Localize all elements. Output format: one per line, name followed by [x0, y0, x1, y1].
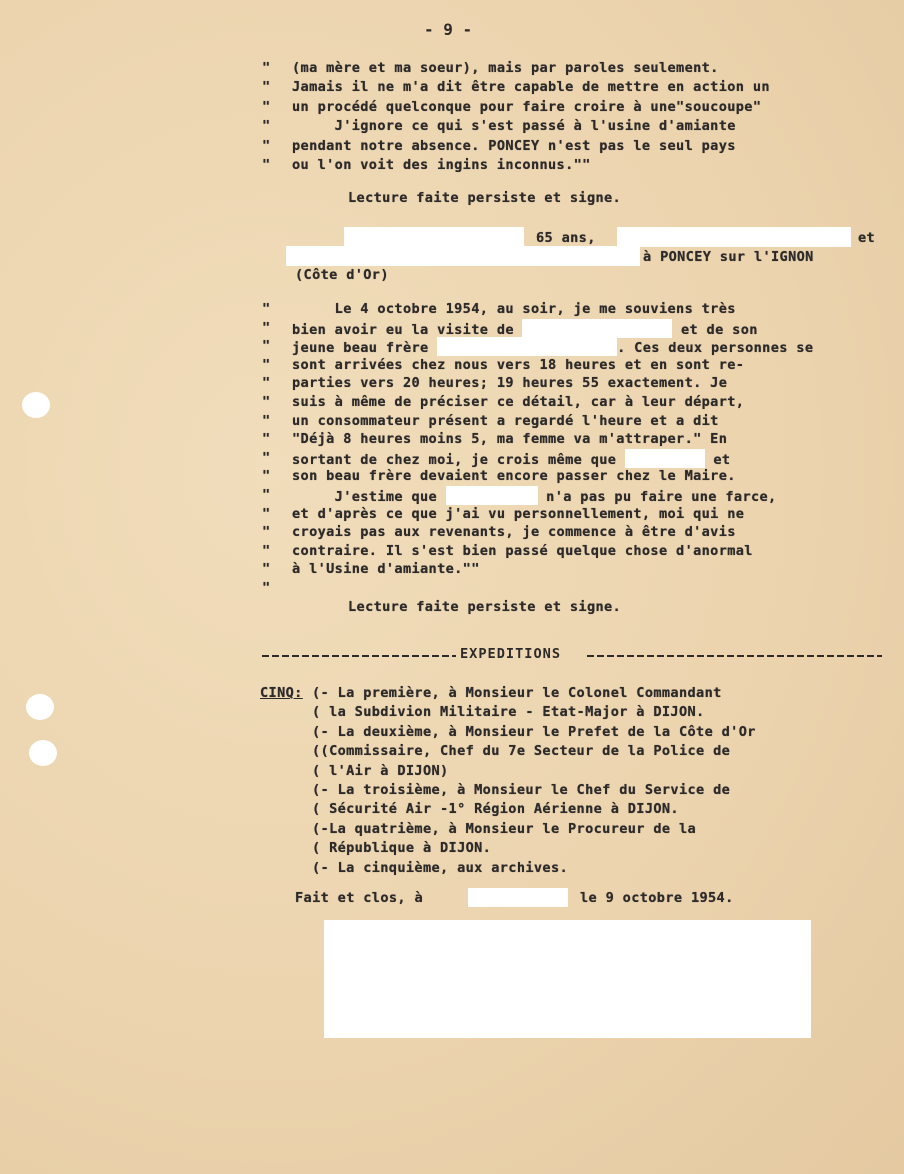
ditto-mark: ": [262, 157, 271, 173]
redacted-signature-block: [324, 920, 811, 1038]
text-segment: un consommateur présent a regardé l'heure et a dit: [292, 412, 719, 429]
text-line: un procédé quelconque pour faire croire à une"soucoupe": [292, 98, 762, 115]
expeditions-heading: EXPEDITIONS: [460, 646, 562, 662]
ditto-mark: ": [262, 60, 271, 76]
text-line: [292, 542, 753, 560]
ditto-mark: ": [262, 356, 271, 373]
ditto-mark: ": [262, 431, 271, 448]
text-segment: et de son: [672, 321, 758, 338]
text-line: [292, 337, 813, 357]
expedition-line: (- La deuxième, à Monsieur le Prefet de la Côte d'Or: [312, 723, 756, 740]
expedition-line: (-La quatrième, à Monsieur le Procureur de la: [312, 820, 697, 837]
text-segment: J'estime que: [292, 489, 446, 505]
expedition-line: ( Sécurité Air -1° Région Aérienne à DIJON.: [312, 801, 679, 818]
ditto-mark: ": [262, 468, 271, 485]
ditto-mark: ": [262, 79, 271, 96]
text-line: [292, 486, 777, 506]
text-line: [292, 430, 727, 448]
expedition-line: ( l'Air à DIJON): [312, 762, 449, 779]
text-line: [292, 356, 744, 374]
text-line: (ma mère et ma soeur), mais par paroles seulement.: [292, 60, 719, 76]
text-line: [292, 560, 480, 578]
text-line: [292, 393, 744, 411]
redacted-name: [344, 227, 524, 247]
text-segment: bien avoir eu la visite de: [292, 321, 523, 338]
text-segment: croyais pas aux revenants, je commence à être d'avis: [292, 524, 736, 541]
text-line: [292, 412, 719, 430]
text-segment: à l'Usine d'amiante."": [292, 561, 480, 578]
redaction-box: [625, 449, 705, 468]
text-line: [292, 449, 730, 469]
text-segment: "Déjà 8 heures moins 5, ma femme va m'attraper." En: [292, 431, 728, 448]
ditto-mark: ": [262, 524, 271, 541]
expedition-line: ( République à DIJON.: [312, 840, 492, 857]
witness-et: et: [858, 230, 876, 246]
punch-hole: [22, 392, 50, 418]
ditto-mark: ": [262, 118, 271, 135]
punch-hole: [29, 740, 57, 766]
text-line: Jamais il ne m'a dit être capable de mettre en action un: [292, 79, 770, 96]
ditto-mark: ": [262, 505, 271, 522]
redaction-box: [522, 319, 672, 338]
ditto-mark: ": [262, 319, 271, 336]
lecture-signature-line: Lecture faite persiste et signe.: [348, 190, 622, 206]
text-segment: et d'après ce que j'ai vu personnellement, moi qui ne: [292, 505, 745, 522]
ditto-mark: ": [262, 580, 271, 596]
ditto-mark: ": [262, 412, 271, 429]
redacted-profession: [617, 227, 851, 247]
text-segment: sortant de chez moi, je crois même que: [292, 451, 625, 468]
text-segment: suis à même de préciser ce détail, car à leur départ,: [292, 394, 745, 410]
closing-prefix: Fait et clos, à: [295, 890, 424, 906]
text-line: [292, 300, 736, 318]
page-number: - 9 -: [424, 20, 473, 39]
witness-location: à PONCEY sur l'IGNON: [643, 249, 814, 265]
ditto-mark: ": [262, 487, 271, 503]
text-segment: son beau frère devaient encore passer chez le Maire.: [292, 468, 736, 485]
redacted-address: [286, 246, 640, 266]
text-line: [292, 319, 758, 339]
text-segment: . Ces deux personnes se: [617, 340, 814, 357]
text-segment: sont arrivées chez nous vers 18 heures et en sont re-: [292, 356, 745, 373]
ditto-mark: ": [262, 561, 271, 578]
text-line: [292, 374, 727, 392]
expedition-line: ( la Subdivion Militaire - Etat-Major à DIJON.: [312, 704, 705, 721]
ditto-mark: ": [262, 98, 271, 115]
text-segment: parties vers 20 heures; 19 heures 55 exactement. Je: [292, 375, 728, 392]
redacted-place: [468, 888, 568, 907]
ditto-mark: ": [262, 542, 271, 559]
separator-dashes-left: [262, 655, 456, 657]
expeditions-separator: [262, 646, 882, 666]
expedition-line: (- La troisième, à Monsieur le Chef du Service de: [312, 782, 731, 798]
ditto-mark: ": [262, 338, 271, 355]
separator-dashes-right: [587, 655, 882, 657]
text-segment: contraire. Il s'est bien passé quelque chose d'anormal: [292, 542, 753, 559]
punch-hole: [26, 694, 54, 720]
ditto-mark: ": [262, 301, 271, 317]
expedition-line: (- La cinquième, aux archives.: [312, 859, 569, 876]
lecture-signature-line: Lecture faite persiste et signe.: [348, 599, 622, 615]
text-segment: jeune beau frère: [292, 340, 438, 357]
witness-region: (Côte d'Or): [295, 267, 389, 283]
witness-age: 65 ans,: [536, 230, 596, 246]
text-line: [292, 467, 736, 485]
text-segment: n'a pas pu faire une farce,: [537, 489, 777, 505]
redaction-box: [437, 337, 617, 356]
closing-date: le 9 octobre 1954.: [580, 890, 734, 906]
text-segment: et: [704, 451, 731, 468]
text-line: pendant notre absence. PONCEY n'est pas le seul pays: [292, 137, 736, 154]
text-line: J'ignore ce qui s'est passé à l'usine d'amiante: [292, 118, 736, 135]
text-line: [292, 523, 736, 541]
expedition-line: (- La première, à Monsieur le Colonel Commandant: [312, 685, 722, 701]
ditto-mark: ": [262, 375, 271, 392]
ditto-mark: ": [262, 449, 271, 466]
text-line: [292, 505, 744, 523]
ditto-mark: ": [262, 137, 271, 154]
ditto-mark: ": [262, 394, 271, 410]
cinq-label: CINQ:: [260, 685, 303, 701]
expedition-line: ((Commissaire, Chef du 7e Secteur de la Police de: [312, 743, 731, 760]
text-segment: Le 4 octobre 1954, au soir, je me souviens très: [292, 301, 736, 317]
redaction-box: [446, 486, 538, 505]
text-line: ou l'on voit des ingins inconnus."": [292, 157, 591, 173]
